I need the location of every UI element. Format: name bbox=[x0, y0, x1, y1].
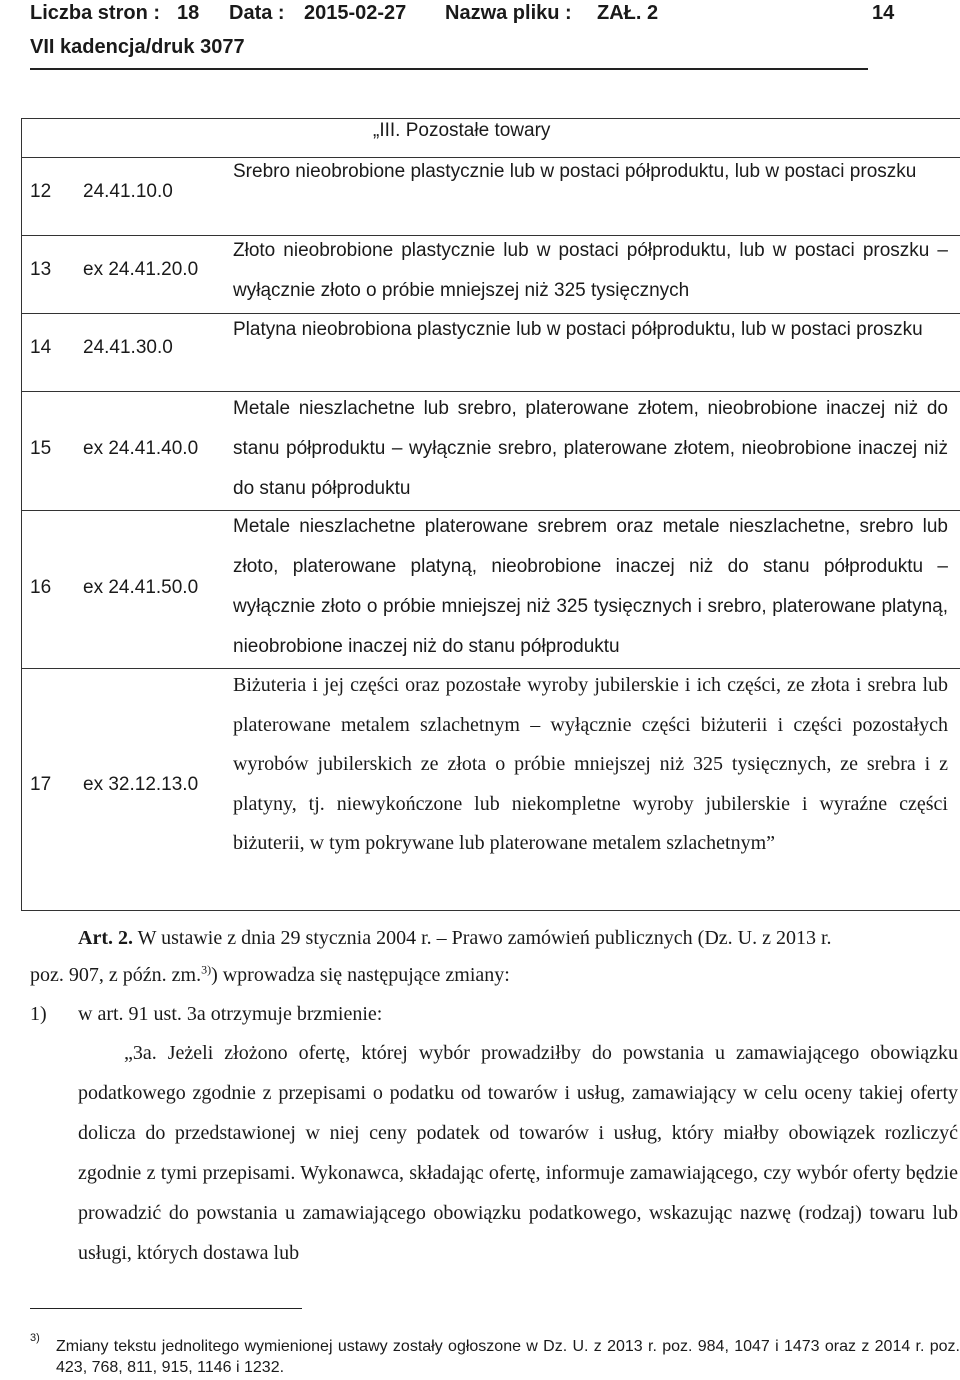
article-text-1: W ustawie z dnia 29 stycznia 2004 r. – Prawo zamówień publicznych (Dz. U. z 2013 r. bbox=[137, 927, 832, 949]
item-number: 1) bbox=[30, 1003, 47, 1025]
article-text-2b: ) wprowadza się następujące zmiany: bbox=[211, 964, 510, 986]
row-code: 24.41.10.0 bbox=[83, 181, 173, 202]
footnote-text: Zmiany tekstu jednolitego wymienionej ustawy zostały ogłoszone w Dz. U. z 2013 r. poz. 984, 1047 i 1473 oraz z 2014 r. poz. 423, 768, 811, 915, 1146 i 1232. bbox=[56, 1338, 960, 1376]
item-text: w art. 91 ust. 3a otrzymuje brzmienie: bbox=[78, 1003, 383, 1025]
row-description: Platyna nieobrobiona plastycznie lub w postaci półproduktu, lub w postaci proszku bbox=[233, 319, 923, 340]
row-code: ex 24.41.40.0 bbox=[83, 438, 199, 459]
row-number: 17 bbox=[30, 774, 52, 795]
header-line-2: VII kadencja/druk 3077 bbox=[30, 36, 245, 58]
article-line-1 bbox=[78, 925, 832, 951]
pages-label: Liczba stron : bbox=[30, 2, 161, 24]
footnote-mark: 3) bbox=[30, 1332, 40, 1344]
section-title: „III. Pozostałe towary bbox=[373, 120, 551, 141]
date-value: 2015-02-27 bbox=[304, 2, 407, 24]
row-number: 13 bbox=[30, 259, 52, 280]
article-line-2 bbox=[30, 962, 510, 988]
header-rule bbox=[30, 68, 868, 70]
row-description: Biżuteria i jej części oraz pozostałe wyroby jubilerskie i ich części, ze złota i srebra lub platerowane metalem szlachetnym – wyłącznie części biżuterii i części pozostałych wyrobów jubilerskich ze złota o próbie mniejszej niż 325 tysięcznych, ze srebra i z platyny, tj. niewykończone lub niekompletne wyroby jubilerskie i wyraźne części biżuterii, w tym pokrywane lub platerowane metalem szlachetnym” bbox=[233, 674, 948, 854]
page-number: 14 bbox=[872, 2, 895, 24]
file-value: ZAŁ. 2 bbox=[597, 2, 659, 24]
date-label: Data : bbox=[229, 2, 285, 24]
article-text-2a: poz. 907, z późn. zm. bbox=[30, 964, 202, 986]
article-label: Art. 2. bbox=[78, 927, 133, 949]
row-code: ex 24.41.20.0 bbox=[83, 259, 199, 280]
footnote-ref[interactable]: 3) bbox=[201, 962, 212, 977]
row-number: 14 bbox=[30, 337, 52, 358]
row-description: Metale nieszlachetne platerowane srebrem oraz metale nieszlachetne, srebro lub złoto, platerowane platyną, nieobrobione inaczej niż do stanu półproduktu – wyłącznie złoto o próbie mniejszej niż 325 tysięcznych i srebro, platerowane platyną, nieobrobione inaczej niż do stanu półproduktu bbox=[233, 516, 948, 657]
pages-value: 18 bbox=[177, 2, 200, 24]
row-description: Metale nieszlachetne lub srebro, platerowane złotem, nieobrobione inaczej niż do stanu półproduktu – wyłącznie srebro, platerowane złotem, nieobrobione inaczej niż do stanu półproduktu bbox=[233, 398, 948, 499]
row-code: 24.41.30.0 bbox=[83, 337, 173, 358]
row-description: Srebro nieobrobione plastycznie lub w postaci półproduktu, lub w postaci proszku bbox=[233, 161, 917, 182]
file-label: Nazwa pliku : bbox=[445, 2, 572, 24]
quoted-paragraph: „3a. Jeżeli złożono ofertę, której wybór prowadziłby do powstania u zamawiającego obowiązku podatkowego zgodnie z przepisami o podatku od towarów i usług, zamawiający w celu oceny takiej oferty dolicza do przedstawionej w niej ceny podatek od towarów i usług, który miałby obowiązek rozliczyć zgodnie z tymi przepisami. Wykonawca, składając ofertę, informuje zamawiającego, czy wybór oferty będzie prowadzić do powstania u zamawiającego obowiązku podatkowego, wskazując nazwę (rodzaj) towaru lub usługi, których dostawa lub bbox=[78, 1042, 958, 1264]
row-description: Złoto nieobrobione plastycznie lub w postaci półproduktu, lub w postaci proszku – wyłącznie złoto o próbie mniejszej niż 325 tysięcznych bbox=[233, 240, 948, 301]
row-number: 12 bbox=[30, 181, 52, 202]
row-number: 15 bbox=[30, 438, 52, 459]
row-number: 16 bbox=[30, 577, 52, 598]
row-code: ex 32.12.13.0 bbox=[83, 774, 199, 795]
footnote-rule bbox=[30, 1308, 302, 1309]
row-code: ex 24.41.50.0 bbox=[83, 577, 199, 598]
